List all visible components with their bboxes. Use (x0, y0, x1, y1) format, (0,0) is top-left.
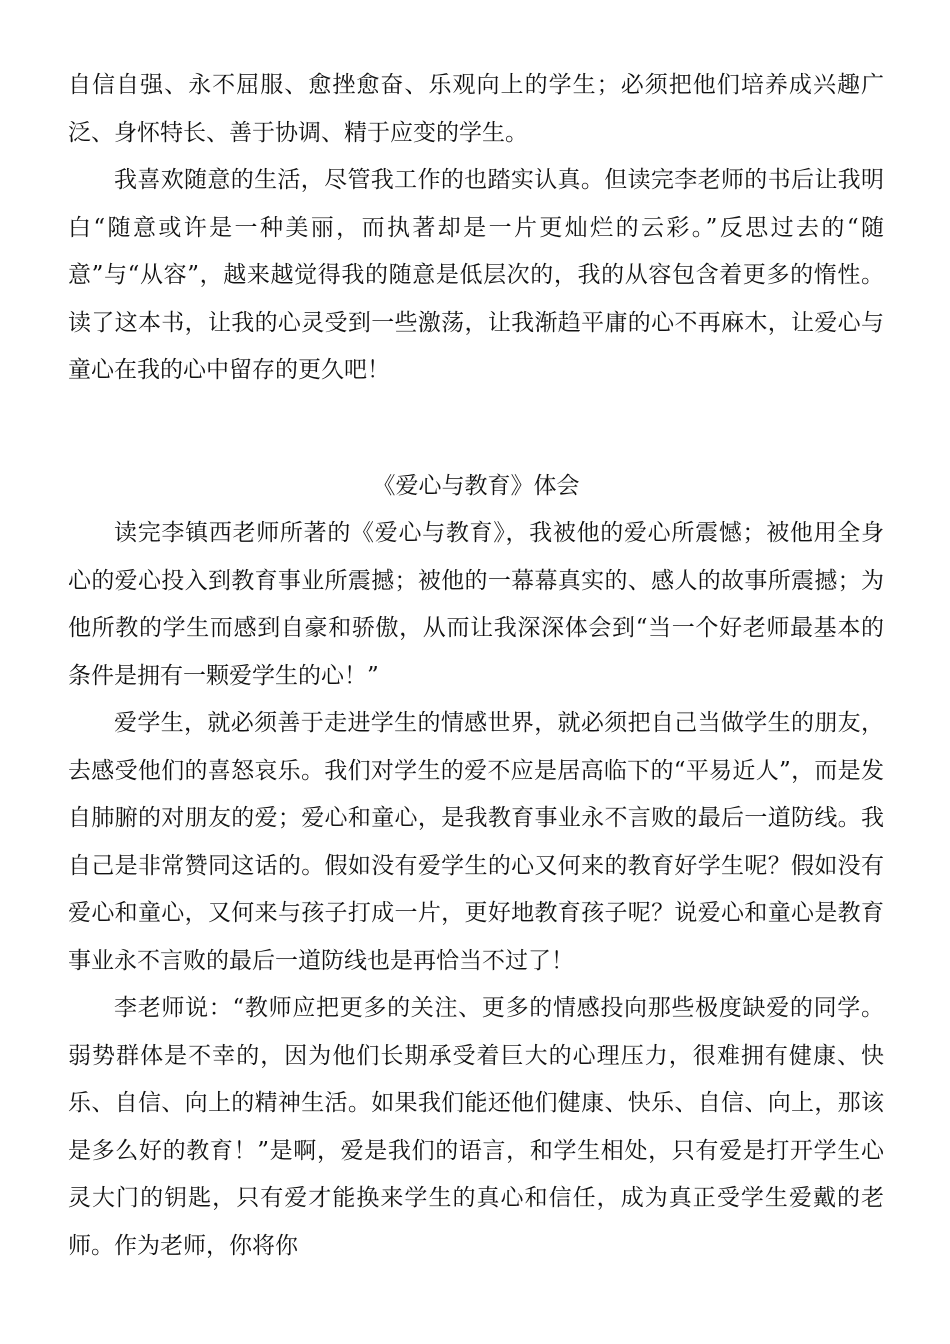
paragraph-reflection: 我喜欢随意的生活，尽管我工作的也踏实认真。但读完李老师的书后让我明白“随意或许是一种美丽，而执著却是一片更灿烂的云彩。”反思过去的“随意”与“从容”，越来越觉得我的随意是低层次的，我的从容包含着更多的惰性。读了这本书，让我的心灵受到一些激荡，让我渐趋平庸的心不再麻木，让爱心与童心在我的心中留存的更久吧！ (68, 167, 884, 383)
document-page (68, 62, 884, 1270)
section-title: 《爱心与教育》体会 (372, 472, 580, 499)
section-spacer (68, 395, 884, 463)
paragraph-teacher-quote: 李老师说：“教师应把更多的关注、更多的情感投向那些极度缺爱的同学。弱势群体是不幸的，因为他们长期承受着巨大的心理压力，很难拥有健康、快乐、自信、向上的精神生活。如果我们能还他们健康、快乐、自信、向上，那该是多么好的教育！”是啊，爱是我们的语言，和学生相处，只有爱是打开学生心灵大门的钥匙，只有爱才能换来学生的真心和信任，成为真正受学生爱戴的老师。作为老师，你将你 (68, 995, 884, 1259)
paragraph-continued: 自信自强、永不屈服、愈挫愈奋、乐观向上的学生；必须把他们培养成兴趣广泛、身怀特长、善于协调、精于应变的学生。 (68, 72, 884, 146)
paragraph-love-students: 爱学生，就必须善于走进学生的情感世界，就必须把自己当做学生的朋友，去感受他们的喜怒哀乐。我们对学生的爱不应是居高临下的“平易近人”，而是发自肺腑的对朋友的爱；爱心和童心，是我教育事业永不言败的最后一道防线。我自己是非常赞同这话的。假如没有爱学生的心又何来的教育好学生呢？假如没有爱心和童心，又何来与孩子打成一片，更好地教育孩子呢？说爱心和童心是教育事业永不言败的最后一道防线也是再恰当不过了！ (68, 710, 884, 974)
paragraph-intro: 读完李镇西老师所著的《爱心与教育》，我被他的爱心所震憾；被他用全身心的爱心投入到教育事业所震撼；被他的一幕幕真实的、感人的故事所震撼；为他所教的学生而感到自豪和骄傲，从而让我深深体会到“当一个好老师最基本的条件是拥有一颗爱学生的心！” (68, 520, 884, 689)
